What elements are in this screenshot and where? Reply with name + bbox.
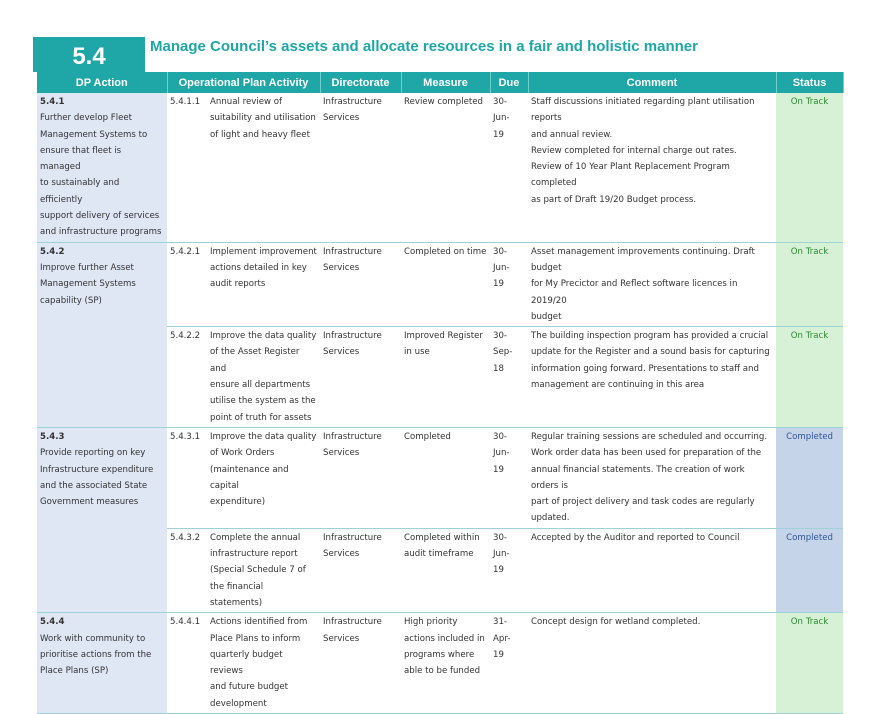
column-header: Comment bbox=[528, 72, 776, 93]
due-cell-line: 30- bbox=[493, 331, 508, 342]
measure-cell-line: Improved Register bbox=[404, 331, 483, 342]
due-cell-line: 31- bbox=[493, 617, 508, 628]
directorate-cell-line: Services bbox=[323, 113, 360, 124]
comment-cell bbox=[528, 528, 776, 612]
activity-text bbox=[210, 429, 317, 510]
due-cell-line: 19 bbox=[493, 649, 504, 660]
dp-action-text: and infrastructure programs bbox=[40, 227, 162, 238]
comment-cell-line: budget bbox=[531, 311, 562, 322]
activity-line: quarterly budget reviews bbox=[210, 649, 283, 677]
dp-action-text: Management Systems bbox=[40, 279, 136, 290]
table-row bbox=[37, 93, 843, 242]
activity-line: of Work Orders bbox=[210, 448, 275, 459]
due-cell bbox=[490, 613, 528, 714]
measure-cell-line: audit timeframe bbox=[404, 549, 474, 560]
directorate-cell-line: Infrastructure bbox=[323, 617, 382, 628]
measure-cell bbox=[401, 242, 490, 326]
activity-code: 5.4.2.1 bbox=[170, 246, 201, 257]
comment-cell-line: The building inspection program has provided a crucial bbox=[531, 331, 769, 342]
directorate-cell-line: Services bbox=[323, 347, 360, 358]
activity-text bbox=[210, 244, 317, 293]
dp-action-text: support delivery of services bbox=[40, 211, 160, 222]
column-header: DP Action bbox=[37, 72, 167, 93]
activity-cell bbox=[167, 613, 320, 714]
directorate-cell bbox=[320, 242, 401, 326]
status-badge: Completed bbox=[776, 427, 843, 528]
directorate-cell-line: Infrastructure bbox=[323, 246, 382, 257]
activity-line: of the Asset Register and bbox=[210, 347, 300, 374]
comment-cell-line: as part of Draft 19/20 Budget process. bbox=[531, 194, 697, 205]
due-cell-line: Jun- bbox=[493, 113, 510, 124]
table-row bbox=[37, 613, 843, 714]
comment-cell bbox=[528, 613, 776, 714]
directorate-cell-line: Services bbox=[323, 448, 360, 459]
comment-cell bbox=[528, 327, 776, 428]
measure-cell-line: Completed within bbox=[404, 532, 480, 543]
comment-cell-line: Concept design for wetland completed. bbox=[531, 617, 701, 628]
activity-line: Actions identified from bbox=[210, 617, 308, 628]
due-cell-line: Sep- bbox=[493, 347, 513, 358]
activity-line: Implement improvement bbox=[210, 246, 317, 257]
due-cell-line: Jun- bbox=[493, 448, 510, 459]
activity-line: Improve the data quality bbox=[210, 331, 317, 342]
status-badge: On Track bbox=[776, 93, 843, 242]
comment-cell-line: update for the Register and a sound basis for capturing bbox=[531, 347, 770, 358]
activity-line: Annual review of bbox=[210, 97, 283, 107]
dp-action-text: Provide reporting on key bbox=[40, 448, 146, 459]
directorate-cell bbox=[320, 93, 401, 242]
activity-line: actions detailed in key bbox=[210, 262, 307, 273]
measure-cell bbox=[401, 427, 490, 528]
due-cell-line: 30- bbox=[493, 532, 508, 543]
due-cell-line: Jun- bbox=[493, 262, 510, 273]
activity-line: and future budget bbox=[210, 682, 289, 693]
activity-line: ensure all departments bbox=[210, 380, 311, 391]
activity-line: the financial statements) bbox=[210, 581, 264, 608]
dp-action-text: Further develop Fleet bbox=[40, 113, 133, 124]
status-badge: Completed bbox=[776, 528, 843, 612]
directorate-cell-line: Infrastructure bbox=[323, 97, 382, 107]
directorate-cell bbox=[320, 528, 401, 612]
measure-cell-line: able to be funded bbox=[404, 666, 481, 677]
section-number-badge: 5.4 bbox=[33, 37, 145, 72]
table-header-row bbox=[37, 72, 843, 93]
directorate-cell-line: Infrastructure bbox=[323, 431, 382, 442]
activity-line: Improve the data quality bbox=[210, 431, 317, 442]
dp-action-text: ensure that fleet is managed bbox=[40, 145, 122, 173]
dp-action-text: to sustainably and efficiently bbox=[40, 178, 120, 205]
directorate-cell bbox=[320, 327, 401, 428]
comment-cell-line: part of project delivery and task codes are regularly bbox=[531, 497, 755, 508]
dp-action-number: 5.4.2 bbox=[40, 246, 65, 257]
dp-action-cell bbox=[37, 242, 167, 427]
activity-code: 5.4.4.1 bbox=[170, 617, 201, 628]
comment-cell-line: Work order data has been used for preparation of the bbox=[531, 448, 762, 459]
activity-cell bbox=[167, 427, 320, 528]
table-row bbox=[37, 242, 843, 326]
comment-cell-line: Review of 10 Year Plant Replacement Program completed bbox=[531, 162, 730, 189]
comment-cell-line: and annual review. bbox=[531, 129, 613, 140]
operational-plan-table bbox=[37, 72, 844, 714]
activity-line: infrastructure report bbox=[210, 549, 298, 560]
comment-cell bbox=[528, 242, 776, 326]
comment-cell-line: Staff discussions initiated regarding plant utilisation reports bbox=[531, 97, 755, 124]
measure-cell-line: Completed on time bbox=[404, 246, 487, 257]
activity-cell bbox=[167, 93, 320, 242]
comment-cell-line: Regular training sessions are scheduled and occurring. bbox=[531, 431, 768, 442]
activity-code: 5.4.2.2 bbox=[170, 331, 201, 342]
due-cell-line: 30- bbox=[493, 97, 508, 107]
due-cell-line: 30- bbox=[493, 246, 508, 257]
activity-line: suitability and utilisation bbox=[210, 113, 316, 124]
measure-cell-line: Review completed bbox=[404, 97, 483, 107]
activity-text bbox=[210, 94, 317, 143]
comment-cell-line: Asset management improvements continuing. Draft budget bbox=[531, 246, 755, 273]
due-cell bbox=[490, 427, 528, 528]
measure-cell-line: Completed bbox=[404, 431, 451, 442]
activity-line: Place Plans to inform bbox=[210, 633, 301, 644]
column-header: Directorate bbox=[320, 72, 401, 93]
measure-cell-line: in use bbox=[404, 347, 430, 358]
activity-line: Complete the annual bbox=[210, 532, 301, 543]
dp-action-number: 5.4.1 bbox=[40, 97, 65, 107]
comment-cell-line: management are continuing in this area bbox=[531, 380, 705, 391]
column-header: Measure bbox=[401, 72, 490, 93]
due-cell-line: 19 bbox=[493, 464, 504, 475]
due-cell bbox=[490, 93, 528, 242]
table-row bbox=[37, 427, 843, 528]
dp-action-text: Management Systems to bbox=[40, 129, 148, 140]
dp-action-text: Work with community to bbox=[40, 633, 146, 644]
dp-action-number: 5.4.4 bbox=[40, 617, 65, 628]
column-header: Due bbox=[490, 72, 528, 93]
directorate-cell-line: Infrastructure bbox=[323, 331, 382, 342]
due-cell-line: 19 bbox=[493, 565, 504, 576]
activity-line: of light and heavy fleet bbox=[210, 129, 310, 140]
activity-code: 5.4.1.1 bbox=[170, 97, 201, 107]
due-cell bbox=[490, 528, 528, 612]
dp-action-text: Improve further Asset bbox=[40, 262, 134, 273]
activity-cell bbox=[167, 242, 320, 326]
due-cell bbox=[490, 327, 528, 428]
status-badge: On Track bbox=[776, 327, 843, 428]
dp-action-text: Place Plans (SP) bbox=[40, 666, 109, 677]
dp-action-text: and the associated State bbox=[40, 480, 148, 491]
activity-cell bbox=[167, 327, 320, 428]
dp-action-number: 5.4.3 bbox=[40, 431, 65, 442]
dp-action-text: prioritise actions from the bbox=[40, 649, 152, 660]
measure-cell-line: High priority bbox=[404, 617, 458, 628]
activity-text bbox=[210, 614, 317, 712]
activity-code: 5.4.3.2 bbox=[170, 532, 201, 543]
activity-code: 5.4.3.1 bbox=[170, 431, 201, 442]
measure-cell bbox=[401, 93, 490, 242]
activity-cell bbox=[167, 528, 320, 612]
measure-cell-line: actions included in bbox=[404, 633, 485, 644]
comment-cell-line: annual financial statements. The creation of work orders is bbox=[531, 464, 745, 491]
directorate-cell-line: Services bbox=[323, 549, 360, 560]
dp-action-text: capability (SP) bbox=[40, 295, 102, 306]
activity-line: utilise the system as the bbox=[210, 396, 316, 407]
activity-text bbox=[210, 328, 317, 426]
directorate-cell bbox=[320, 427, 401, 528]
activity-line: (Special Schedule 7 of bbox=[210, 565, 306, 576]
activity-line: expenditure) bbox=[210, 497, 266, 508]
due-cell bbox=[490, 242, 528, 326]
table-body bbox=[37, 93, 843, 713]
dp-action-text: Infrastructure expenditure bbox=[40, 464, 154, 475]
measure-cell-line: programs where bbox=[404, 649, 475, 660]
comment-cell bbox=[528, 93, 776, 242]
directorate-cell-line: Infrastructure bbox=[323, 532, 382, 543]
measure-cell bbox=[401, 327, 490, 428]
column-header: Status bbox=[776, 72, 843, 93]
comment-cell bbox=[528, 427, 776, 528]
due-cell-line: 30- bbox=[493, 431, 508, 442]
directorate-cell-line: Services bbox=[323, 262, 360, 273]
due-cell-line: 18 bbox=[493, 363, 504, 374]
comment-cell-line: information going forward. Presentations to staff and bbox=[531, 363, 759, 374]
activity-text bbox=[210, 530, 317, 611]
dp-action-cell bbox=[37, 427, 167, 612]
due-cell-line: 19 bbox=[493, 279, 504, 290]
column-header: Operational Plan Activity bbox=[167, 72, 320, 93]
dp-action-cell bbox=[37, 93, 167, 242]
section-title: Manage Council’s assets and allocate resources in a fair and holistic manner bbox=[150, 38, 698, 55]
due-cell-line: Jun- bbox=[493, 549, 510, 560]
due-cell-line: 19 bbox=[493, 129, 504, 140]
activity-line: audit reports bbox=[210, 279, 266, 290]
dp-action-cell bbox=[37, 613, 167, 714]
dp-action-text: Government measures bbox=[40, 497, 139, 508]
due-cell-line: Apr- bbox=[493, 633, 511, 644]
measure-cell bbox=[401, 528, 490, 612]
activity-line: (maintenance and capital bbox=[210, 464, 289, 491]
status-badge: On Track bbox=[776, 613, 843, 714]
comment-cell-line: Review completed for internal charge out rates. bbox=[531, 145, 737, 156]
measure-cell bbox=[401, 613, 490, 714]
activity-line: development bbox=[210, 698, 267, 709]
activity-line: point of truth for assets bbox=[210, 412, 312, 423]
directorate-cell bbox=[320, 613, 401, 714]
status-badge: On Track bbox=[776, 242, 843, 326]
comment-cell-line: for My Precictor and Reflect software licences in 2019/20 bbox=[531, 279, 738, 306]
comment-cell-line: updated. bbox=[531, 513, 570, 524]
directorate-cell-line: Services bbox=[323, 633, 360, 644]
comment-cell-line: Accepted by the Auditor and reported to Council bbox=[531, 532, 740, 543]
